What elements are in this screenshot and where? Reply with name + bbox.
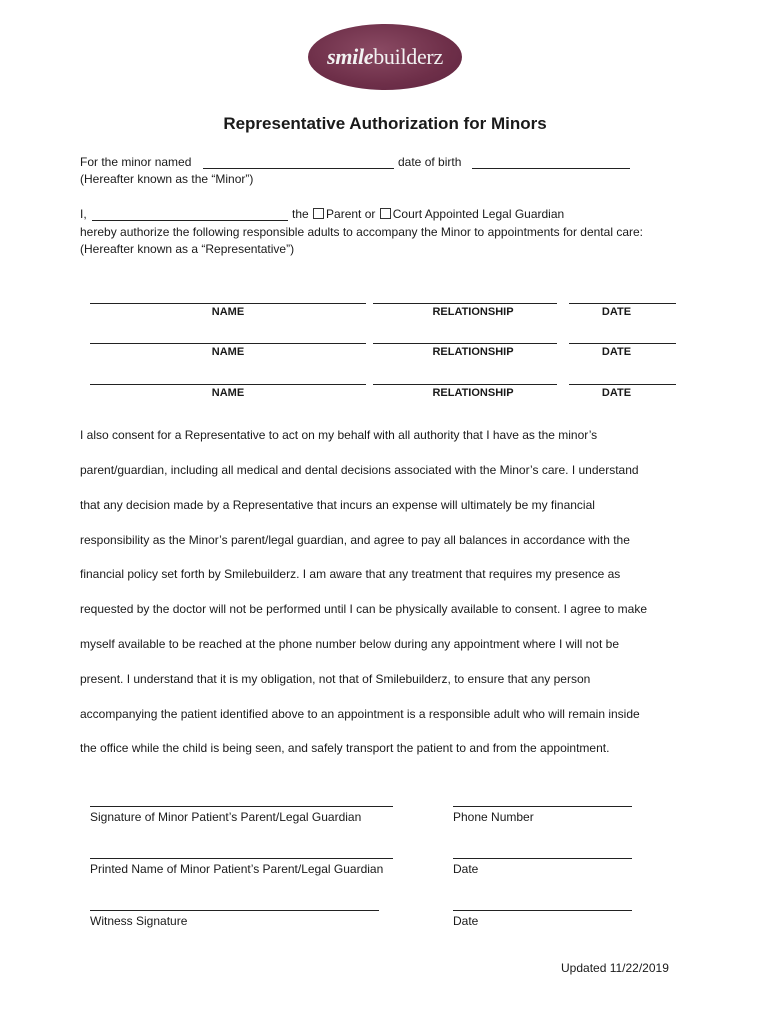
updated-date: Updated 11/22/2019 — [561, 961, 669, 975]
phone-number-field[interactable] — [453, 806, 632, 807]
page-title: Representative Authorization for Minors — [223, 114, 547, 133]
representative-relationship-field[interactable] — [373, 343, 557, 344]
witness-signature-field[interactable] — [90, 910, 379, 911]
consent-line: responsibility as the Minor’s parent/legal guardian, and agree to pay all balances in accordance with the — [80, 533, 630, 547]
relationship-label: RELATIONSHIP — [432, 346, 514, 358]
date-label: DATE — [601, 306, 632, 318]
relationship-label: RELATIONSHIP — [432, 387, 514, 399]
name-label: NAME — [211, 346, 245, 358]
phone-number-label: Phone Number — [453, 810, 534, 824]
logo-text-regular: builderz — [373, 44, 443, 69]
guardian-type-choice — [292, 207, 564, 222]
the-label: the — [292, 207, 309, 221]
representative-date-field[interactable] — [569, 303, 676, 304]
parent-option-label: Parent or — [326, 207, 376, 221]
representative-name-field[interactable] — [90, 303, 366, 304]
parent-signature-field[interactable] — [90, 806, 393, 807]
hereafter-minor-text: (Hereafter known as the “Minor”) — [80, 172, 254, 186]
witness-signature-label: Witness Signature — [90, 914, 188, 928]
signature-date-label: Date — [453, 862, 479, 876]
parent-signature-label: Signature of Minor Patient’s Parent/Legal Guardian — [90, 810, 362, 824]
date-label: DATE — [601, 346, 632, 358]
consent-line: financial policy set forth by Smilebuilderz. I am aware that any treatment that requires my presence as — [80, 567, 621, 581]
minor-named-label: For the minor named — [80, 155, 192, 169]
legal-guardian-option-label: Court Appointed Legal Guardian — [392, 207, 565, 221]
authorize-text: hereby authorize the following responsible adults to accompany the Minor to appointments for dental care: — [80, 225, 643, 239]
name-label: NAME — [211, 387, 245, 399]
representative-date-field[interactable] — [569, 384, 676, 385]
representative-relationship-field[interactable] — [373, 384, 557, 385]
relationship-label: RELATIONSHIP — [432, 306, 514, 318]
consent-line: I also consent for a Representative to act on my behalf with all authority that I have as the minor’s — [80, 428, 598, 442]
legal-guardian-checkbox[interactable] — [380, 208, 391, 219]
minor-name-field[interactable] — [203, 168, 394, 169]
representative-relationship-field[interactable] — [373, 303, 557, 304]
consent-line: parent/guardian, including all medical and dental decisions associated with the Minor’s care. I understand — [80, 463, 639, 477]
i-label: I, — [80, 207, 87, 221]
consent-line: present. I understand that it is my obligation, not that of Smilebuilderz, to ensure that any person — [80, 672, 591, 686]
printed-name-field[interactable] — [90, 858, 393, 859]
representative-date-field[interactable] — [569, 343, 676, 344]
date-of-birth-label: date of birth — [398, 155, 462, 169]
signature-date-field[interactable] — [453, 858, 632, 859]
consent-line: myself available to be reached at the phone number below during any appointment where I will not be — [80, 637, 619, 651]
consent-line: requested by the doctor will not be performed until I can be physically available to consent. I agree to make — [80, 602, 647, 616]
consent-line: the office while the child is being seen, and safely transport the patient to and from the appointment. — [80, 741, 610, 755]
consent-line: accompanying the patient identified above to an appointment is a responsible adult who will remain inside — [80, 707, 640, 721]
witness-date-field[interactable] — [453, 910, 632, 911]
parent-checkbox[interactable] — [313, 208, 324, 219]
company-logo — [308, 24, 462, 90]
date-of-birth-field[interactable] — [472, 168, 630, 169]
name-label: NAME — [211, 306, 245, 318]
guardian-name-field[interactable] — [92, 220, 288, 221]
representative-name-field[interactable] — [90, 384, 366, 385]
printed-name-label: Printed Name of Minor Patient’s Parent/Legal Guardian — [90, 862, 384, 876]
hereafter-representative-text: (Hereafter known as a “Representative”) — [80, 242, 295, 256]
consent-line: that any decision made by a Representative that incurs an expense will ultimately be my financial — [80, 498, 595, 512]
representative-name-field[interactable] — [90, 343, 366, 344]
logo-text — [327, 44, 443, 70]
date-label: DATE — [601, 387, 632, 399]
logo-text-bold: smile — [327, 44, 374, 69]
witness-date-label: Date — [453, 914, 479, 928]
